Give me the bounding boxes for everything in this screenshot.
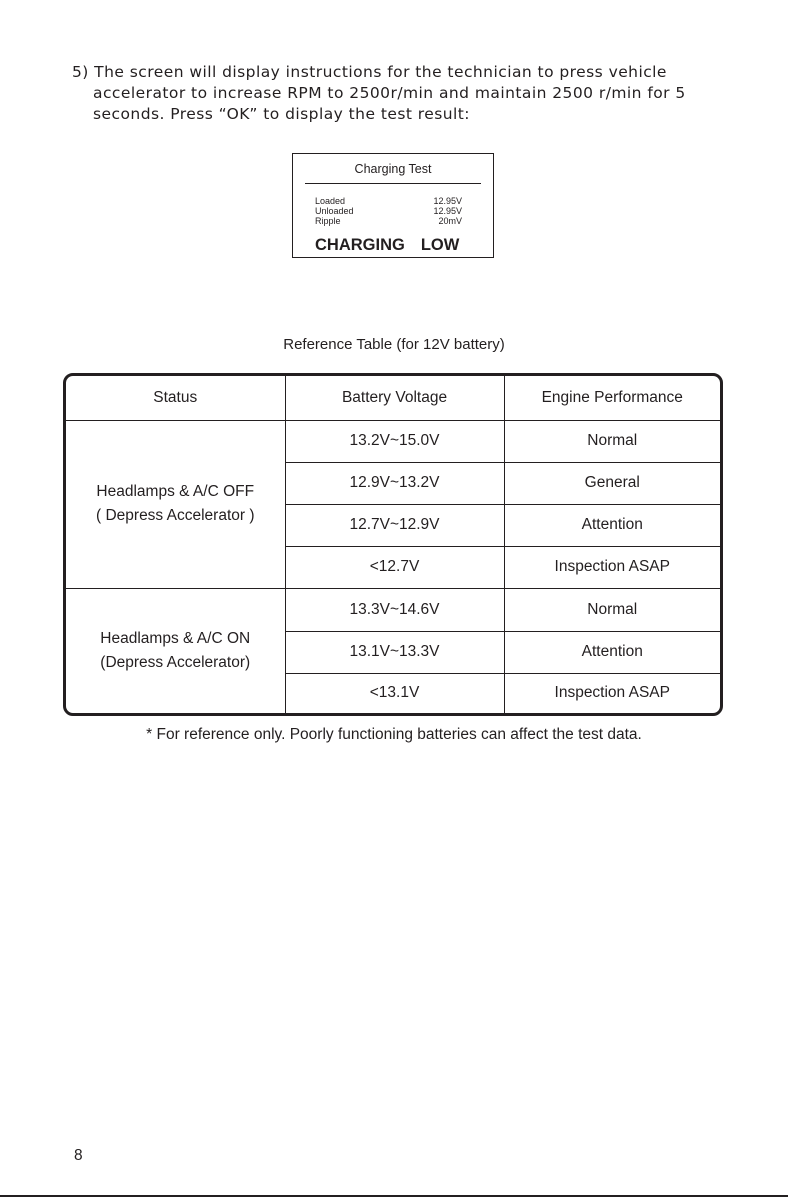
status-line: (Depress Accelerator) <box>100 653 251 671</box>
status-cell-on <box>66 588 285 713</box>
voltage-cell: <13.1V <box>285 673 504 713</box>
screen-row-loaded <box>315 196 462 206</box>
table-caption: Reference Table (for 12V battery) <box>283 336 505 353</box>
screen-row-label: Ripple <box>315 216 341 226</box>
voltage-cell: 13.2V~15.0V <box>285 420 504 462</box>
screen-row-value: 12.95V <box>433 196 462 206</box>
table-row <box>66 588 720 631</box>
screen-status-right: LOW <box>420 236 460 254</box>
instruction-line: accelerator to increase RPM to 2500r/min and maintain 2500 r/min for 5 <box>93 84 686 102</box>
performance-cell: Inspection ASAP <box>504 673 720 713</box>
instruction-text <box>72 62 752 125</box>
header-engine-performance: Engine Performance <box>504 376 720 420</box>
table-row <box>66 420 720 462</box>
header-battery-voltage: Battery Voltage <box>285 376 504 420</box>
reference-table-grid <box>66 376 720 714</box>
performance-cell: Attention <box>504 631 720 673</box>
page-number: 8 <box>74 1147 83 1164</box>
screen-row-label: Loaded <box>315 196 346 206</box>
voltage-cell: 12.9V~13.2V <box>285 462 504 504</box>
reference-table <box>63 373 723 716</box>
voltage-cell: 12.7V~12.9V <box>285 504 504 546</box>
status-cell-off <box>66 420 285 588</box>
footnote: * For reference only. Poorly functioning batteries can affect the test data. <box>146 726 642 743</box>
screen-row-value: 12.95V <box>433 206 462 216</box>
status-line: Headlamps & A/C ON <box>100 629 251 647</box>
screen-row-unloaded <box>315 206 462 216</box>
performance-cell: Normal <box>504 420 720 462</box>
status-line: ( Depress Accelerator ) <box>96 507 255 524</box>
instruction-line: seconds. Press “OK” to display the test result: <box>93 105 470 123</box>
screen-status <box>315 236 459 254</box>
screen-divider <box>305 183 481 184</box>
screen-row-ripple <box>315 216 462 226</box>
voltage-cell: 13.3V~14.6V <box>285 588 504 631</box>
table-header-row <box>66 376 720 420</box>
header-status: Status <box>66 376 285 420</box>
performance-cell: Attention <box>504 504 720 546</box>
charging-test-screen <box>292 153 494 258</box>
voltage-cell: <12.7V <box>285 546 504 588</box>
performance-cell: Normal <box>504 588 720 631</box>
instruction-line: 5) The screen will display instructions for the technician to press vehicle <box>72 63 667 81</box>
screen-row-value: 20mV <box>438 216 462 226</box>
screen-title: Charging Test <box>354 162 432 176</box>
performance-cell: Inspection ASAP <box>504 546 720 588</box>
screen-row-label: Unloaded <box>315 206 354 216</box>
performance-cell: General <box>504 462 720 504</box>
status-line: Headlamps & A/C OFF <box>96 483 255 500</box>
screen-status-left: CHARGING <box>315 236 405 254</box>
voltage-cell: 13.1V~13.3V <box>285 631 504 673</box>
bottom-rule <box>0 1195 788 1197</box>
